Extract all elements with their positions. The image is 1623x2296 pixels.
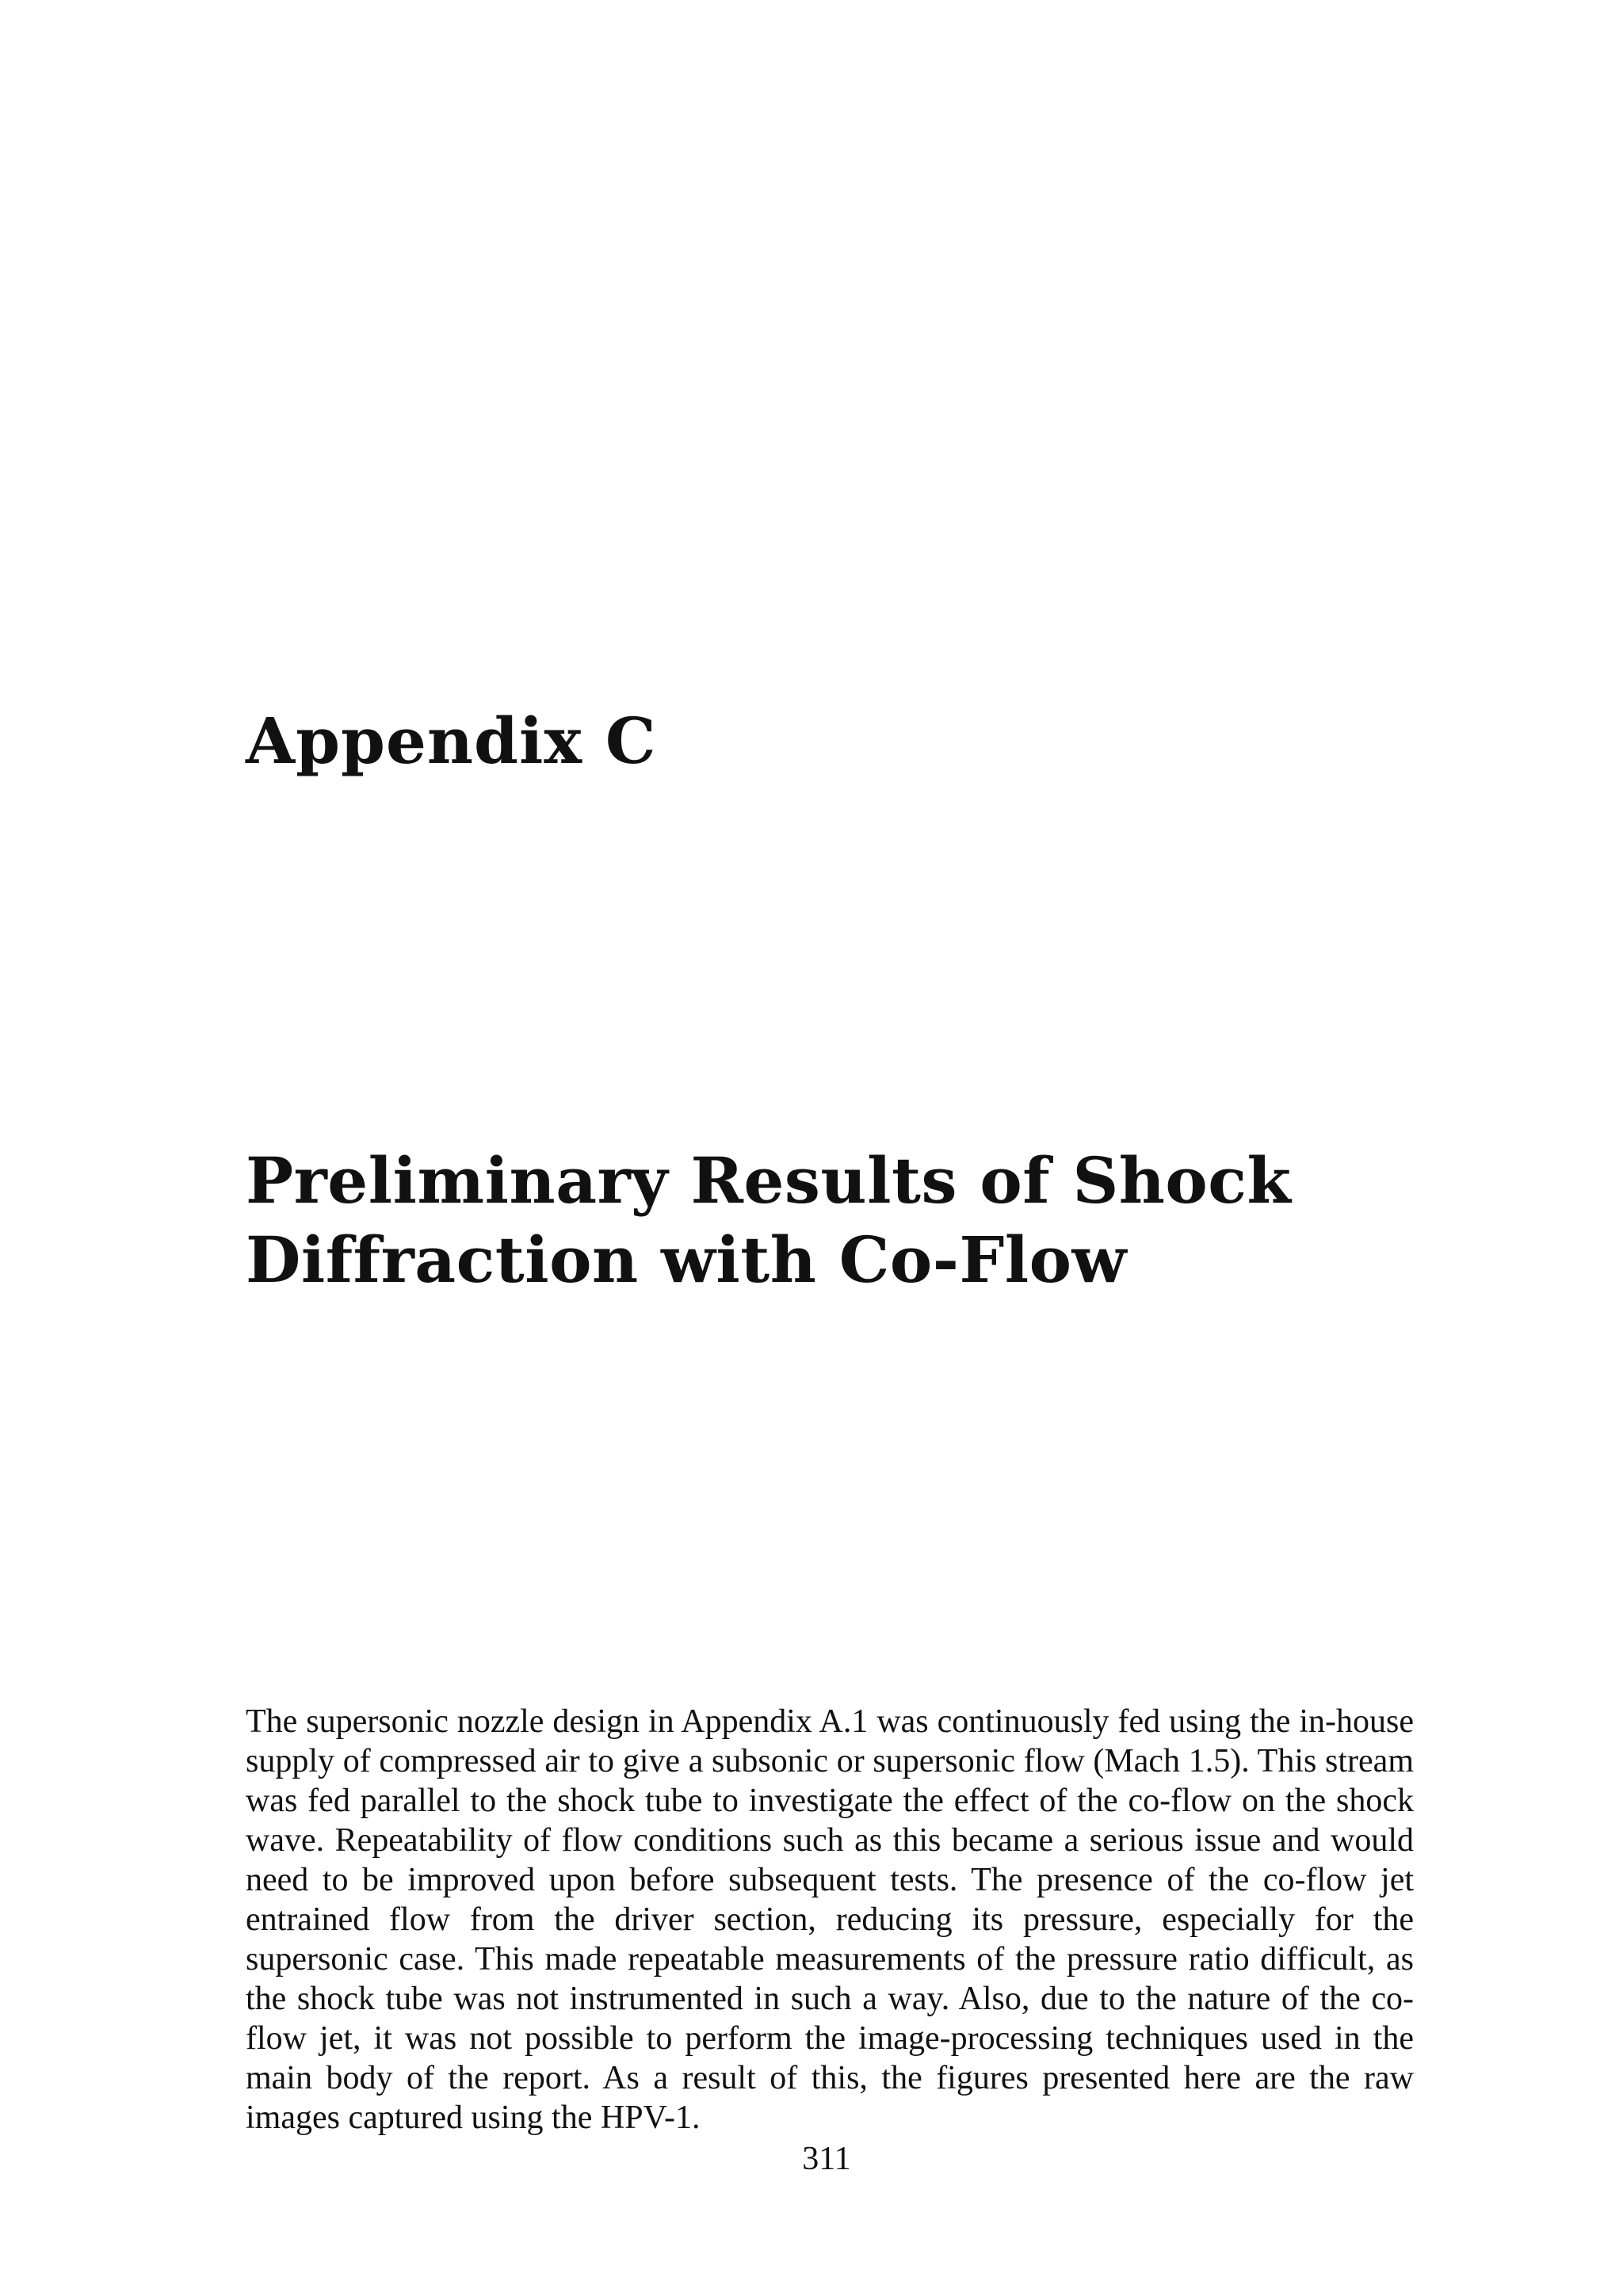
body-paragraph: The supersonic nozzle design in Appendix A.1 was continuously fed using the in-house supply of compressed air to give a subsonic or supersonic flow (Mach 1.5). This stream was fed parallel to the shock tube to investigate the effect of the co-flow on the shock wave. Repeatability of flow conditions such as this became a serious issue and would need to be improved upon before subsequent tests. The presence of the co-flow jet entrained flow from the driver section, reducing its pressure, especially for the supersonic case. This made repeatable measurements of the pressure ratio difficult, as the shock tube was not instrumented in such a way. Also, due to the nature of the co-flow jet, it was not possible to perform the image-processing techniques used in the main body of the report. As a result of this, the figures presented here are the raw images captured using the HPV-1. xyxy=(246,1703,1414,2136)
page-number: 311 xyxy=(802,2141,851,2177)
appendix-label: Appendix C xyxy=(246,704,657,778)
chapter-title: Preliminary Results of Shock Diffraction with Co-Flow xyxy=(246,1143,1292,1297)
